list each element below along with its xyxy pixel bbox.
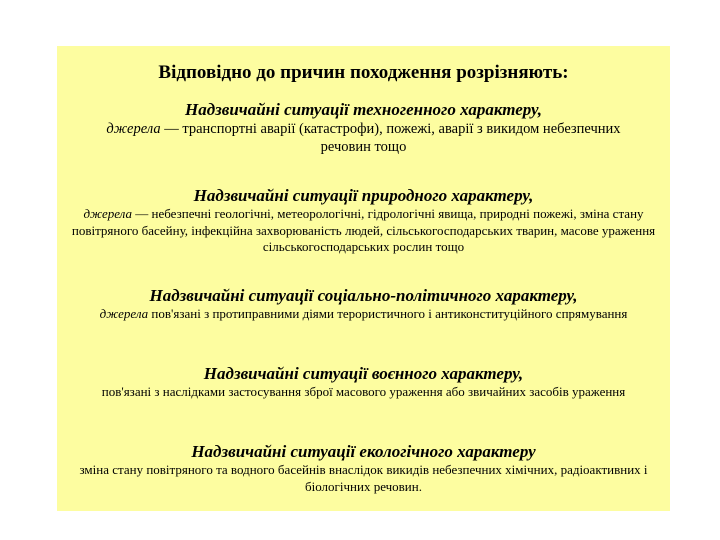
description-text: зміна стану повітряного та водного басейнів внаслідок викидів небезпечних хімічних, радіоактивних і біологічних речовин. [79, 462, 648, 494]
section-natural [57, 185, 670, 256]
section-title: Надзвичайні ситуації соціально-політичного характеру, [149, 286, 578, 305]
description-text: — транспортні аварії (катастрофи), пожежі, аварії з викидом небезпечних речовин тощо [160, 121, 621, 155]
section-military [57, 363, 670, 401]
section-socio-political [57, 285, 670, 323]
section-description [64, 384, 664, 401]
section-title: Надзвичайні ситуації екологічного характеру [191, 442, 536, 461]
section-ecological [57, 441, 670, 495]
section-title: Надзвичайні ситуації природного характеру, [193, 186, 534, 205]
description-text: пов'язані з протиправними діями терористичного і антиконституційного спрямування [148, 306, 628, 321]
section-description [59, 206, 669, 256]
page-heading: Відповідно до причин походження розрізняють: [158, 62, 569, 83]
section-title: Надзвичайні ситуації техногенного характеру, [184, 100, 543, 119]
source-label: джерела [83, 206, 132, 221]
section-description [69, 306, 659, 323]
description-text: пов'язані з наслідками застосування зброї масового ураження або звичайних засобів ураження [101, 384, 626, 399]
section-description [84, 120, 644, 156]
section-title: Надзвичайні ситуації воєнного характеру, [203, 364, 524, 383]
content-panel [57, 46, 670, 511]
section-technogenic [57, 99, 670, 156]
source-label: джерела [99, 306, 149, 321]
section-description [58, 462, 670, 495]
description-text: — небезпечні геологічні, метеорологічні, гідрологічні явища, природні пожежі, зміна стану повітряного басейну, інфекційна захворюваність людей, сільськогосподарських тварин, масове ураження сільськогосподарських рослин тощо [71, 206, 656, 254]
source-label: джерела [106, 121, 161, 137]
